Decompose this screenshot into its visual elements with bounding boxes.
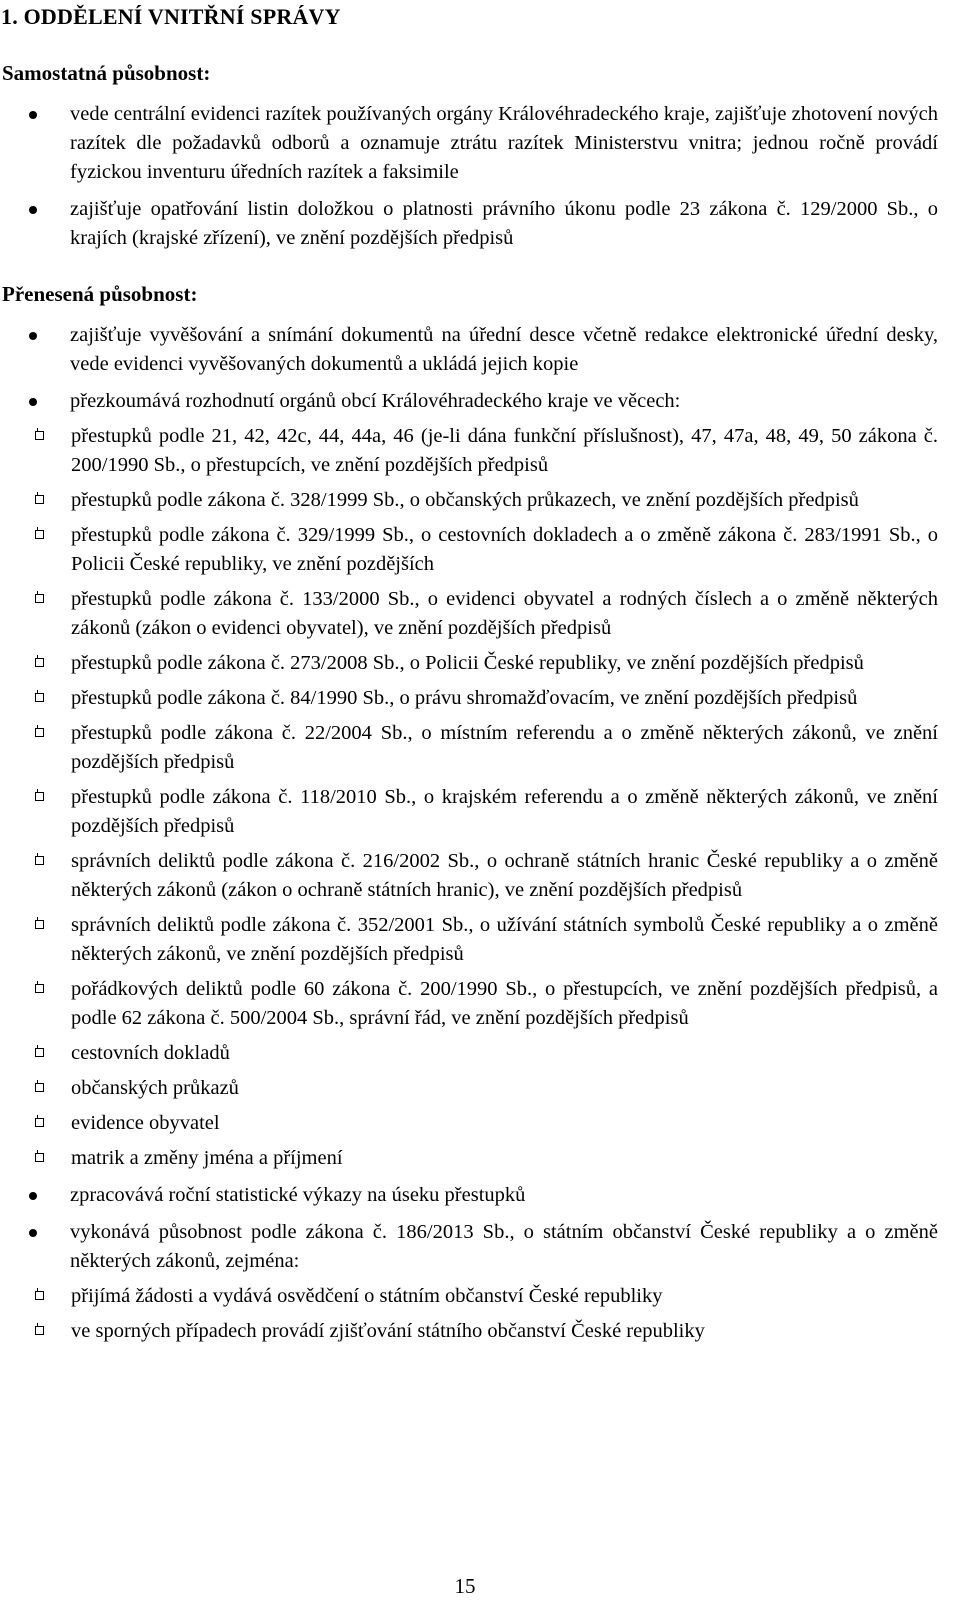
bullet-item: [0, 195, 938, 253]
section-title-delegated-competence: Přenesená působnost:: [2, 282, 198, 306]
bullet-list: [0, 321, 938, 1346]
sub-item: [34, 1109, 938, 1138]
section-title-own-competence: Samostatná působnost:: [2, 61, 211, 85]
square-bullet-icon: [35, 431, 44, 440]
sub-item: [34, 911, 938, 969]
bullet-text: zajišťuje vyvěšování a snímání dokumentů na úřední desce včetně redakce elektronické úřední desky, vede evidenci vyvěšovaných dokumentů a ukládá jejich kopie: [70, 324, 938, 375]
sub-item-text: pořádkových deliktů podle 60 zákona č. 200/1990 Sb., o přestupcích, ve znění pozdějších předpisů, a podle 62 zákona č. 500/2004 Sb., správní řád, ve znění pozdějších předpisů: [71, 978, 938, 1029]
bullet-text: vede centrální evidenci razítek používaných orgány Královéhradeckého kraje, zajišťuje zhotovení nových razítek dle požadavků odborů a oznamuje ztrátu razítek Ministerstvu vnitra; jednou ročně provádí fyzickou inventuru úředních razítek a faksimile: [70, 103, 938, 183]
sub-item: [34, 1282, 938, 1311]
sub-item-text: evidence obyvatel: [71, 1112, 220, 1134]
sub-item-text: ve sporných případech provádí zjišťování státního občanství České republiky: [71, 1320, 705, 1342]
sub-item-text: přestupků podle zákona č. 273/2008 Sb., o Policii České republiky, ve znění pozdějších předpisů: [71, 652, 864, 674]
bullet-dot-icon: [29, 206, 37, 214]
sections-container: [0, 58, 938, 1346]
sub-item-text: přestupků podle zákona č. 133/2000 Sb., o evidenci obyvatel a rodných číslech a o změně některých zákonů (zákon o evidenci obyvatel), ve znění pozdějších předpisů: [71, 588, 938, 639]
bullet-item: [0, 100, 938, 187]
sub-list: [34, 422, 938, 1173]
square-bullet-icon: [35, 1048, 44, 1057]
square-bullet-icon: [35, 594, 44, 603]
page-number: 15: [454, 1574, 476, 1598]
bullet-dot-icon: [29, 332, 37, 340]
sub-item: [34, 422, 938, 480]
sub-item-text: přestupků podle zákona č. 329/1999 Sb., o cestovních dokladech a o změně zákona č. 283/1991 Sb., o Policii České republiky, ve znění pozdějších: [71, 524, 938, 575]
sub-item: [34, 649, 938, 678]
sub-item: [34, 783, 938, 841]
square-bullet-icon: [35, 495, 44, 504]
bullet-item: [0, 321, 938, 379]
bullet-item: [0, 1218, 938, 1346]
bullet-item: [0, 1181, 938, 1210]
sub-item-text: cestovních dokladů: [71, 1042, 230, 1064]
square-bullet-icon: [35, 984, 44, 993]
sub-item-text: matrik a změny jména a příjmení: [71, 1147, 343, 1169]
sub-item-text: správních deliktů podle zákona č. 352/2001 Sb., o užívání státních symbolů České republiky a o změně některých zákonů, ve znění pozdějších předpisů: [71, 914, 938, 965]
sub-item-text: správních deliktů podle zákona č. 216/2002 Sb., o ochraně státních hranic České republiky a o změně některých zákonů (zákon o ochraně státních hranic), ve znění pozdějších předpisů: [71, 850, 938, 901]
square-bullet-icon: [35, 920, 44, 929]
sub-item: [34, 1144, 938, 1173]
sub-item: [34, 684, 938, 713]
sub-list: [34, 1282, 938, 1346]
square-bullet-icon: [35, 1326, 44, 1335]
square-bullet-icon: [35, 1083, 44, 1092]
square-bullet-icon: [35, 1153, 44, 1162]
sub-item: [34, 847, 938, 905]
square-bullet-icon: [35, 693, 44, 702]
sub-item: [34, 1039, 938, 1068]
square-bullet-icon: [35, 728, 44, 737]
bullet-dot-icon: [29, 1192, 37, 1200]
sub-item: [34, 486, 938, 515]
bullet-dot-icon: [29, 398, 37, 406]
square-bullet-icon: [35, 1118, 44, 1127]
sub-item: [34, 521, 938, 579]
sub-item-text: občanských průkazů: [71, 1077, 239, 1099]
sub-item-text: přestupků podle zákona č. 118/2010 Sb., o krajském referendu a o změně některých zákonů, ve znění pozdějších předpisů: [71, 786, 938, 837]
sub-item-text: přestupků podle zákona č. 84/1990 Sb., o právu shromažďovacím, ve znění pozdějších předpisů: [71, 687, 858, 709]
bullet-item: [0, 387, 938, 1173]
sub-item-text: přestupků podle 21, 42, 42c, 44, 44a, 46 (je-li dána funkční příslušnost), 47, 47a, 48, 49, 50 zákona č. 200/1990 Sb., o přestupcích, ve znění pozdějších předpisů: [71, 425, 938, 476]
bullet-dot-icon: [29, 1229, 37, 1237]
department-heading: 1. ODDĚLENÍ VNITŘNÍ SPRÁVY: [1, 4, 341, 29]
square-bullet-icon: [35, 658, 44, 667]
bullet-text: přezkoumává rozhodnutí orgánů obcí Královéhradeckého kraje ve věcech:: [70, 390, 681, 412]
bullet-text: zajišťuje opatřování listin doložkou o platnosti právního úkonu podle 23 zákona č. 129/2000 Sb., o krajích (krajské zřízení), ve znění pozdějších předpisů: [70, 198, 938, 249]
square-bullet-icon: [35, 792, 44, 801]
sub-item: [34, 585, 938, 643]
bullet-list: [0, 100, 938, 253]
bullet-text: zpracovává roční statistické výkazy na úseku přestupků: [70, 1184, 526, 1206]
sub-item-text: přestupků podle zákona č. 22/2004 Sb., o místním referendu a o změně některých zákonů, ve znění pozdějších předpisů: [71, 722, 938, 773]
sub-item: [34, 719, 938, 777]
sub-item-text: přijímá žádosti a vydává osvědčení o státním občanství České republiky: [71, 1285, 663, 1307]
sub-item: [34, 1074, 938, 1103]
sub-item-text: přestupků podle zákona č. 328/1999 Sb., o občanských průkazech, ve znění pozdějších předpisů: [71, 489, 859, 511]
bullet-dot-icon: [29, 111, 37, 119]
bullet-text: vykonává působnost podle zákona č. 186/2013 Sb., o státním občanství České republiky a o změně některých zákonů, zejména:: [70, 1221, 938, 1272]
square-bullet-icon: [35, 856, 44, 865]
sub-item: [34, 1317, 938, 1346]
square-bullet-icon: [35, 530, 44, 539]
sub-item: [34, 975, 938, 1033]
square-bullet-icon: [35, 1291, 44, 1300]
